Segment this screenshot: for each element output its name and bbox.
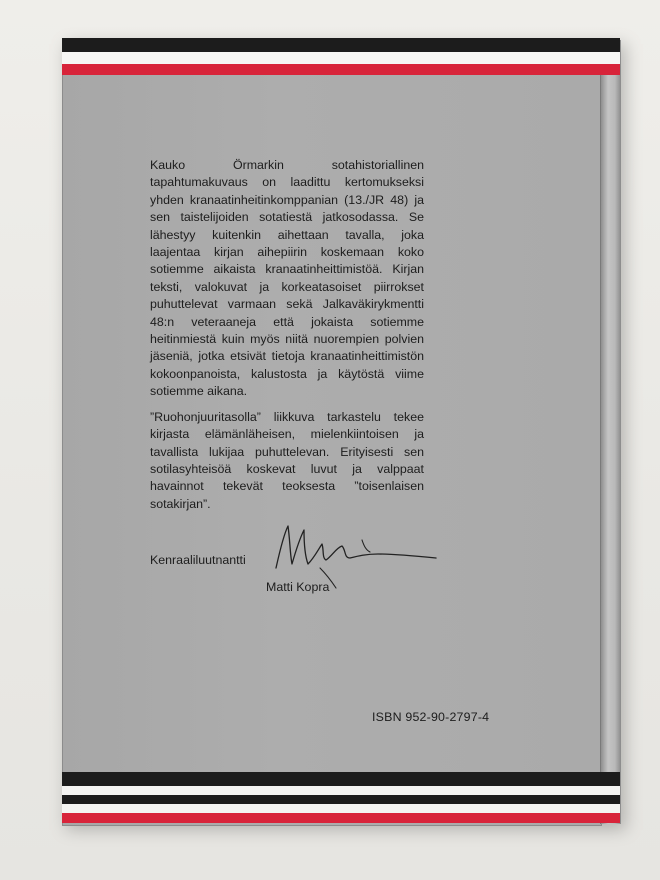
bottom-white-stripe-2 [62,804,620,813]
bottom-stripe-band [62,772,620,823]
signature-rank: Kenraaliluutnantti [150,553,246,567]
top-stripe-band [62,38,620,75]
bottom-white-stripe [62,786,620,795]
signer-name: Matti Kopra [266,580,330,594]
top-black-stripe [62,38,620,52]
top-white-stripe [62,52,620,64]
blurb-paragraph-1: Kauko Örmarkin sotahistoriallinen tapahtumakuvaus on laadittu kertomukseksi yhden kranaatinheitinkomppanian (13./JR 48) ja sen taistelijoiden sotatiestä jatkosodassa. Se lähestyy kuitenkin aihettaan tavalla, joka laajentaa kirjan aihepiirin koskemaan koko sotiemme aikaista kranaatinheittimistöä. Kirjan teksti, valokuvat ja korkeatasoiset piirrokset puhuttelevat varmaan sekä Jalkaväkirykmentti 48:n veteraaneja että jokaista sotiemme heitinmiestä kuin myös niitä nuorempien polvien jäseniä, jotka etsivät tietoja kranaatinheittimistön kokoonpanoista, kalustosta ja käytöstä viime sotiemme aikana. [150,158,424,399]
bottom-red-stripe [62,813,620,823]
bottom-black-stripe [62,772,620,786]
book-spine [600,40,621,824]
isbn-number: ISBN 952-90-2797-4 [372,710,490,724]
bottom-black-stripe-2 [62,795,620,804]
blurb-paragraph-2: ”Ruohonjuuritasolla” liikkuva tarkastelu tekee kirjasta elämänläheisen, mielenkiintoisen ja tavallista lukijaa puhuttelevan. Erityisesti sen sotilasyhteisöä koskevat luvut ja valppaat havainnot tekevät teoksesta ”toisenlaisen sotakirjan”. [150,409,424,511]
back-cover-blurb [150,157,424,521]
top-red-stripe [62,64,620,75]
